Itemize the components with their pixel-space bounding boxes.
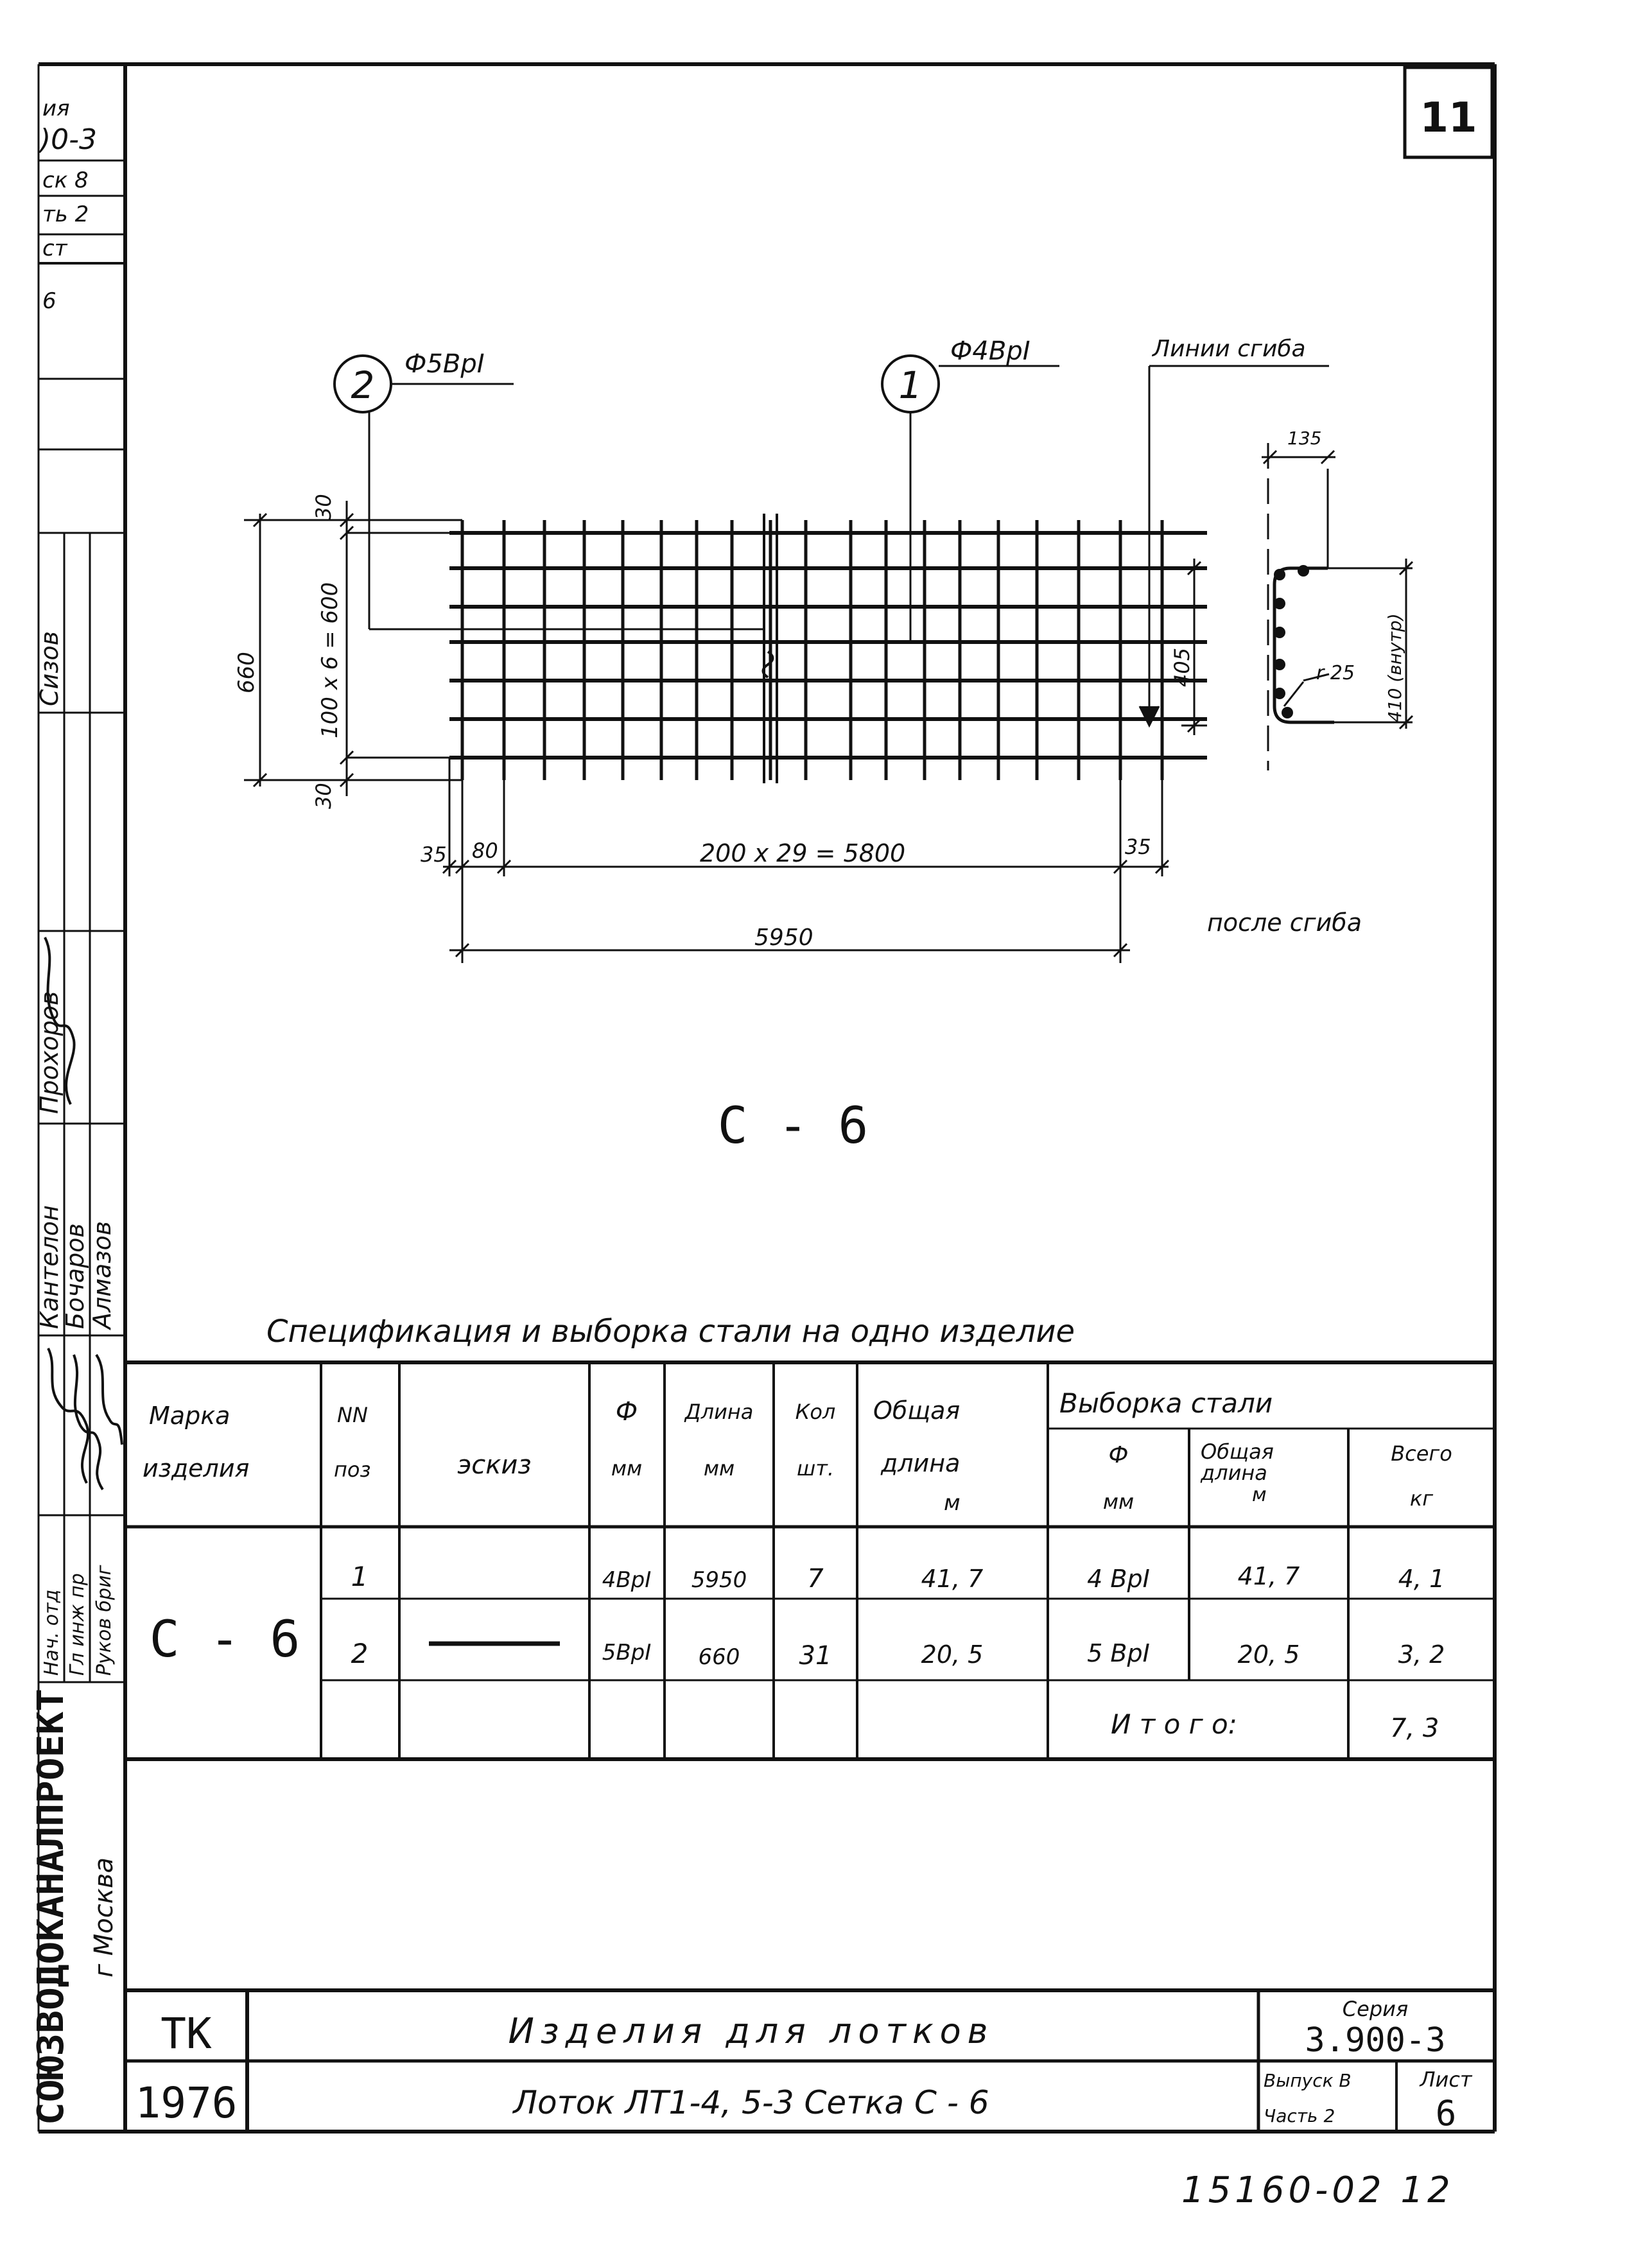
hdr-total-len-2: длина: [881, 1449, 961, 1477]
dim-bend-height: 405: [1170, 647, 1194, 687]
left-dimensions: [244, 501, 462, 796]
row-1-dia: 4ВрI: [602, 1567, 652, 1593]
name-sizov: Сизов: [35, 630, 64, 706]
callout-2-label: Ф5ВрI: [404, 349, 485, 379]
row-2-steel-dia: 5 ВрI: [1087, 1639, 1150, 1667]
series-value: 3.900-3: [1305, 2021, 1446, 2060]
row-2-qty: 31: [799, 1641, 832, 1671]
row-2-steel-len: 20, 5: [1237, 1640, 1300, 1669]
strip-cell-3: ск 8: [42, 168, 89, 193]
role-head: Нач. отд: [40, 1589, 63, 1676]
row-1-length: 5950: [691, 1567, 747, 1593]
dim-height-inner: 100 х 6 = 600: [317, 582, 343, 738]
row-2-pos: 2: [351, 1638, 369, 1669]
longitudinal-bars: [449, 533, 1207, 758]
spec-body: [150, 1561, 1445, 1743]
bottom-code: 15160-02 12: [1181, 2169, 1454, 2211]
dim-pitch: 200 х 29 = 5800: [700, 839, 906, 867]
row-1-qty: 7: [807, 1564, 824, 1594]
hdr-steel-len-1: Общая: [1201, 1439, 1274, 1464]
spec-caption: Спецификация и выборка стали на одно изделие: [266, 1314, 1075, 1350]
role-chief-engineer: Гл инж пр: [66, 1573, 89, 1676]
dim-bottom-margin: 30: [311, 783, 336, 809]
hdr-sketch: эскиз: [457, 1450, 532, 1480]
sheet-value: 6: [1435, 2093, 1457, 2133]
section-height: 410 (внутр): [1384, 613, 1405, 722]
callout-1-number: 1: [898, 363, 923, 407]
table-row: [351, 1561, 1445, 1594]
total-label: И т о г о:: [1111, 1708, 1237, 1740]
dim-left-end: 35: [421, 842, 447, 867]
row-2-length: 660: [698, 1644, 740, 1670]
hdr-steel: Выборка стали: [1059, 1387, 1273, 1419]
row-1-mass: 4, 1: [1398, 1565, 1445, 1593]
sheet-label: Лист: [1420, 2067, 1472, 2092]
dim-first-pitch: 80: [472, 839, 498, 863]
strip-cell-4: ть 2: [42, 202, 89, 227]
hdr-length-1: Длина: [684, 1400, 754, 1424]
hdr-pos-2: поз: [334, 1457, 371, 1482]
callout-2-number: 2: [351, 363, 375, 407]
dim-top-margin: 30: [311, 494, 336, 520]
callout-1-label: Ф4ВрI: [950, 336, 1030, 366]
hdr-steel-mass-2: кг: [1409, 1486, 1434, 1511]
organization-name: СОЮЗВОДОКАНАЛПРОЕКТ: [30, 1714, 72, 2125]
hdr-steel-len-3: м: [1252, 1484, 1267, 1506]
mesh-drawing: [244, 356, 1413, 963]
dim-right-end: 35: [1125, 835, 1151, 859]
role-team-lead: Руков бриг: [93, 1565, 116, 1676]
title-block: [135, 1997, 1473, 2133]
row-1-total: 41, 7: [921, 1565, 984, 1593]
section-radius: r 25: [1316, 662, 1355, 684]
dim-length-total: 5950: [754, 925, 813, 951]
bend-line-label: Линии сгиба: [1152, 336, 1306, 362]
spec-headers: [143, 1387, 1452, 1516]
row-2-mass: 3, 2: [1398, 1640, 1445, 1669]
series-label: Серия: [1342, 1997, 1409, 2021]
name-almazov: Алмазов: [88, 1221, 116, 1329]
row-1-steel-len: 41, 7: [1237, 1562, 1300, 1590]
drawing-labels: [234, 336, 1405, 1155]
name-bocharov: Бочаров: [61, 1223, 89, 1329]
hdr-total-len-3: м: [944, 1490, 961, 1516]
transverse-bars: [462, 520, 1162, 780]
hdr-mark-2: изделия: [143, 1454, 250, 1482]
row-1-pos: 1: [351, 1561, 369, 1592]
row-2-total: 20, 5: [921, 1640, 984, 1669]
hdr-steel-len-2: длина: [1201, 1461, 1267, 1485]
drawing-title: С - 6: [717, 1097, 869, 1155]
hdr-dia-2: мм: [611, 1456, 643, 1481]
hdr-qty-2: шт.: [796, 1456, 835, 1481]
hdr-length-2: мм: [703, 1456, 735, 1481]
row-1-steel-dia: 4 ВрI: [1087, 1565, 1150, 1593]
strip-cell-5: ст: [42, 236, 67, 261]
city-name: г Москва: [89, 1857, 119, 1977]
total-value: 7, 3: [1390, 1714, 1439, 1743]
section-top-dim: 135: [1287, 428, 1322, 449]
name-kantelon: Кантелон: [35, 1204, 64, 1329]
issue-label: Выпуск В: [1264, 2070, 1352, 2091]
hdr-dia-1: Ф: [615, 1397, 638, 1427]
strip-cell-6: 6: [42, 288, 57, 314]
name-prokhorov: Прохоров: [35, 991, 64, 1114]
hdr-steel-mass-1: Всего: [1391, 1441, 1452, 1466]
hdr-qty-1: Кол: [795, 1400, 836, 1424]
hdr-steel-dia-2: мм: [1102, 1490, 1135, 1514]
side-strip: [39, 161, 125, 1682]
hdr-pos-1: NN: [337, 1403, 368, 1427]
hdr-mark-1: Марка: [149, 1402, 230, 1430]
title-main: Изделия для лотков: [508, 2011, 995, 2051]
strip-cell-2: )0-3: [40, 123, 98, 156]
side-strip-roles: [30, 1565, 119, 2125]
page-number: 11: [1420, 94, 1477, 142]
row-2-dia: 5ВрI: [602, 1640, 652, 1665]
org-code: ТК: [161, 2009, 212, 2058]
side-strip-top-cells: [38, 96, 97, 314]
part-label: Часть 2: [1264, 2105, 1335, 2126]
item-mark: С - 6: [149, 1611, 300, 1669]
title-sub: Лоток ЛТ1-4, 5-3 Сетка С - 6: [513, 2084, 989, 2121]
strip-cell-1: ия: [42, 96, 70, 121]
hdr-steel-dia-1: Ф: [1108, 1442, 1129, 1468]
hdr-total-len-1: Общая: [873, 1396, 961, 1425]
year: 1976: [135, 2078, 238, 2128]
section-caption: после сгиба: [1207, 908, 1362, 937]
dim-height-total: 660: [234, 652, 259, 693]
